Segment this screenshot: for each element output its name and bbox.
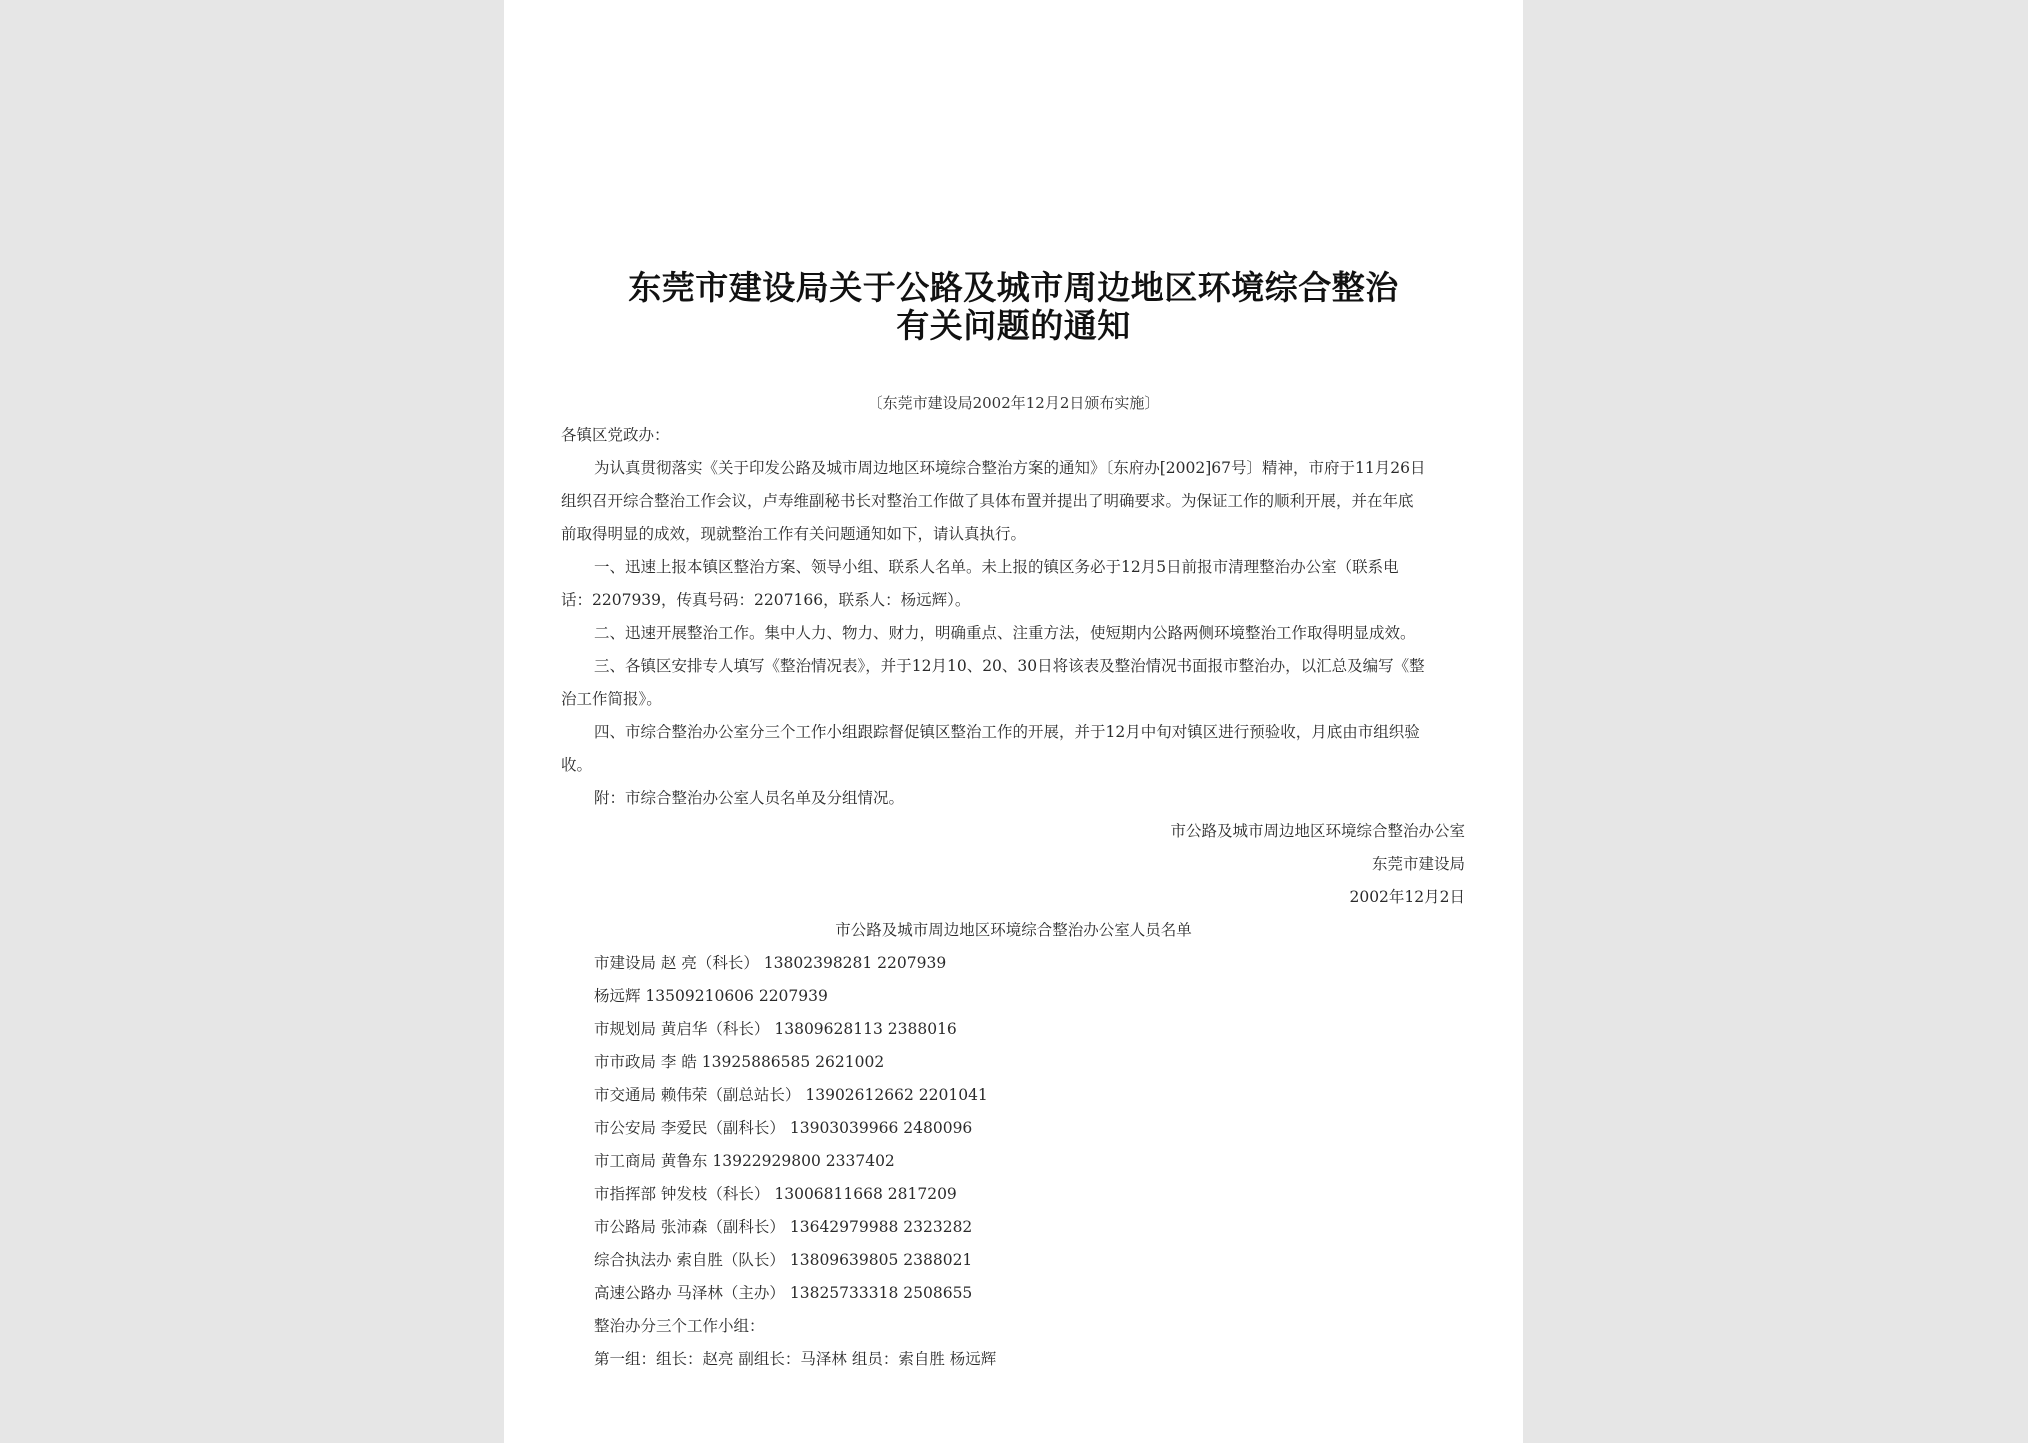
member-row: 市规划局 黄启华（科长） 13809628113 2388016 [594, 1020, 957, 1038]
member-row: 综合执法办 索自胜（队长） 13809639805 2388021 [594, 1251, 973, 1269]
paragraph-5-line-1: 四、市综合整治办公室分三个工作小组跟踪督促镇区整治工作的开展，并于12月中旬对镇区进行预验收，月底由市组织验 [594, 723, 1420, 741]
paragraph-1-line-3: 前取得明显的成效，现就整治工作有关问题通知如下，请认真执行。 [561, 525, 1027, 543]
member-row: 市市政局 李 皓 13925886585 2621002 [594, 1053, 885, 1071]
document-title-line2: 有关问题的通知 [896, 306, 1131, 345]
salutation: 各镇区党政办： [561, 426, 670, 444]
member-list-title: 市公路及城市周边地区环境综合整治办公室人员名单 [835, 921, 1192, 939]
signature-bureau: 东莞市建设局 [1371, 855, 1465, 873]
document-page [504, 0, 1523, 1443]
paragraph-4-line-1: 三、各镇区安排专人填写《整治情况表》，并于12月10、20、30日将该表及整治情况书面报市整治办，以汇总及编写《整 [594, 657, 1425, 675]
paragraph-5-line-2: 收。 [561, 756, 593, 774]
member-row: 市公路局 张沛森（副科长） 13642979988 2323282 [594, 1218, 973, 1236]
paragraph-3-line-1: 二、迅速开展整治工作。集中人力、物力、财力，明确重点、注重方法，使短期内公路两侧环境整治工作取得明显成效。 [594, 624, 1416, 642]
document-subtitle: 〔东莞市建设局2002年12月2日颁布实施〕 [867, 394, 1160, 412]
attachment-note: 附：市综合整治办公室人员名单及分组情况。 [594, 789, 905, 807]
signature-date: 2002年12月2日 [1349, 888, 1465, 906]
member-row: 市指挥部 钟发枝（科长） 13006811668 2817209 [594, 1185, 957, 1203]
member-row: 杨远辉 13509210606 2207939 [594, 987, 828, 1005]
paragraph-4-line-2: 治工作简报》。 [561, 690, 662, 708]
document-title-line1: 东莞市建设局关于公路及城市周边地区环境综合整治 [628, 268, 1399, 307]
groups-intro: 整治办分三个工作小组： [594, 1317, 765, 1335]
group-1: 第一组：组长：赵亮 副组长：马泽林 组员：索自胜 杨远辉 [594, 1350, 997, 1368]
member-row: 市工商局 黄鲁东 13922929800 2337402 [594, 1152, 895, 1170]
member-row: 市公安局 李爱民（副科长） 13903039966 2480096 [594, 1119, 973, 1137]
member-row: 高速公路办 马泽林（主办） 13825733318 2508655 [594, 1284, 973, 1302]
paragraph-1-line-2: 组织召开综合整治工作会议，卢寿维副秘书长对整治工作做了具体布置并提出了明确要求。为保证工作的顺利开展，并在年底 [561, 492, 1414, 510]
paragraph-2-line-1: 一、迅速上报本镇区整治方案、领导小组、联系人名单。未上报的镇区务必于12月5日前报市清理整治办公室（联系电 [594, 558, 1399, 576]
paragraph-2-line-2: 话：2207939，传真号码：2207166，联系人：杨远辉）。 [561, 591, 971, 609]
member-row: 市交通局 赖伟荣（副总站长） 13902612662 2201041 [594, 1086, 988, 1104]
paragraph-1-line-1: 为认真贯彻落实《关于印发公路及城市周边地区环境综合整治方案的通知》〔东府办[2002]67号〕精神，市府于11月26日 [594, 459, 1426, 477]
signature-office: 市公路及城市周边地区环境综合整治办公室 [1170, 822, 1465, 840]
member-row: 市建设局 赵 亮（科长） 13802398281 2207939 [594, 954, 947, 972]
